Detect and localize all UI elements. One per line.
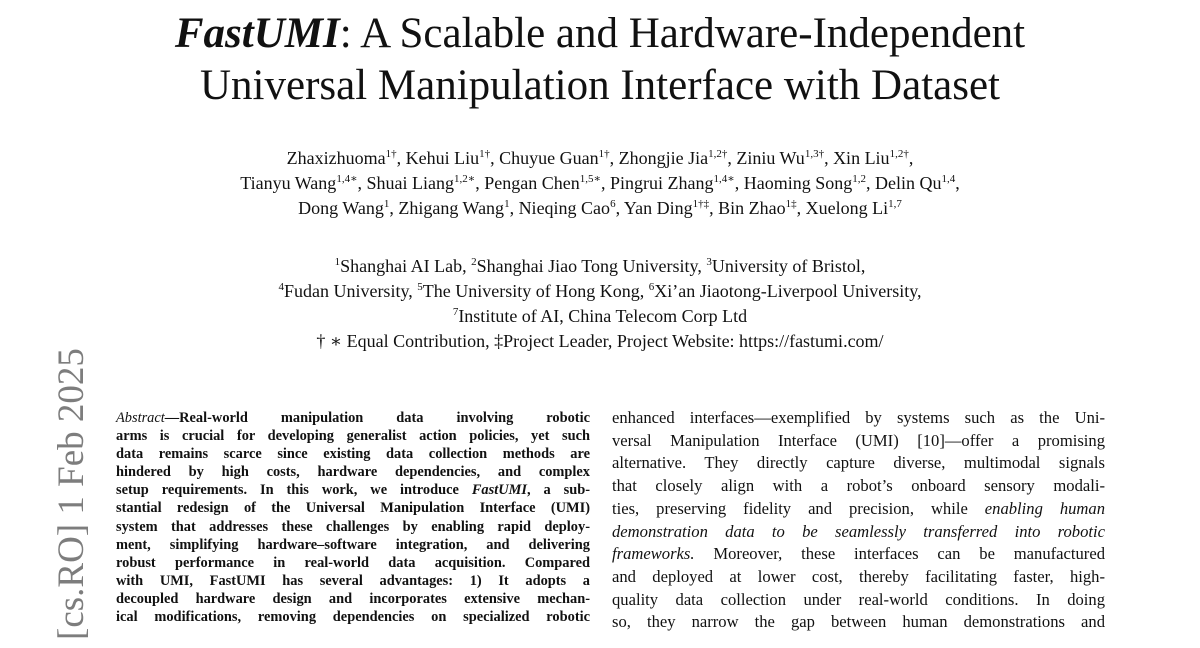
author-affiliation-mark: 1,2† bbox=[889, 148, 909, 160]
author-affiliation-mark: 1 bbox=[504, 198, 510, 210]
affiliation-number: 7 bbox=[452, 306, 459, 318]
intro-text-column bbox=[612, 407, 1105, 634]
title-line-2: Universal Manipulation Interface with Dataset bbox=[200, 62, 1000, 109]
author-name: Xuelong Li bbox=[805, 198, 889, 218]
affiliation-number: 4 bbox=[278, 281, 284, 293]
body-line: frameworks. Moreover, these interfaces can be manufactured bbox=[612, 544, 1105, 564]
arxiv-stamp: [cs.RO] 1 Feb 2025 bbox=[51, 348, 92, 640]
affiliation-block bbox=[100, 254, 1100, 354]
abstract-line: robust performance in real-world data acquisition. Compared bbox=[116, 554, 590, 571]
author-affiliation-mark: 1,4∗ bbox=[713, 173, 735, 185]
author-name: Kehui Liu bbox=[405, 148, 480, 168]
author-affiliation-mark: 1,7 bbox=[888, 198, 902, 210]
emphasis-line: demonstration data to be seamlessly transferred into robotic bbox=[612, 521, 1105, 541]
author-name: Ziniu Wu bbox=[736, 148, 805, 168]
author-affiliation-mark: 1,3† bbox=[804, 148, 825, 160]
body-line: and deployed at lower cost, thereby facilitating faster, high- bbox=[612, 566, 1105, 586]
abstract-line: decoupled hardware design and incorporates extensive mechan- bbox=[116, 590, 590, 607]
author-affiliation-mark: 1,2 bbox=[852, 173, 866, 185]
body-line: so, they narrow the gap between human demonstrations and bbox=[612, 612, 1105, 632]
author-name: Zhaxizhuoma bbox=[286, 148, 386, 168]
author-list bbox=[100, 146, 1100, 221]
paper-title bbox=[60, 8, 1140, 112]
author-line: Zhaxizhuoma$^{1\dagger}$, Kehui Liu$^{1\dagger}$, Chuyue Guan$^{1\dagger}$, Zhongjie Jia$^{1,2\dagger}$, Ziniu $Wu^{1,3\dagger}$, Xin Liu$^{1,2\dagger}$, bbox=[286, 148, 914, 168]
abstract-line: setup requirements. In this work, we introduce FastUMI, a sub- bbox=[116, 482, 591, 499]
author-affiliation-mark: 1,2† bbox=[708, 148, 728, 160]
affiliation-line bbox=[100, 304, 1100, 329]
author-name: Shuai Liang bbox=[366, 173, 455, 193]
author-name: Xin Liu bbox=[833, 148, 890, 168]
author-name: Zhigang Wang bbox=[398, 198, 505, 218]
author-name: Haoming Song bbox=[743, 173, 853, 193]
affiliation-name: The University of Hong Kong, bbox=[422, 281, 649, 301]
author-affiliation-mark: 1†‡ bbox=[692, 198, 710, 210]
author-name: Pingrui Zhang bbox=[610, 173, 714, 193]
body-line: that closely align with a robot’s onboard sensory modali- bbox=[612, 476, 1105, 496]
affiliation-line bbox=[100, 254, 1100, 279]
abstract-line: system that addresses these challenges by enabling rapid deploy- bbox=[116, 518, 590, 535]
body-line: enhanced interfaces—exemplified by systems such as the Uni- bbox=[612, 408, 1105, 427]
abstract-line: arms is crucial for developing generalist action policies, yet such bbox=[116, 428, 590, 445]
author-affiliation-mark: 1‡ bbox=[785, 198, 797, 210]
title-system-name: FastUMI bbox=[174, 10, 340, 57]
abstract-line: ment, simplifying hardware–software integration, and delivering bbox=[116, 536, 590, 553]
emphasis-text: enabling human bbox=[984, 498, 1106, 518]
author-affiliation-mark: 1† bbox=[385, 148, 397, 160]
affiliation-line bbox=[100, 279, 1100, 304]
abstract-line: with UMI, FastUMI has several advantages: 1) It adopts a bbox=[116, 572, 590, 589]
author-affiliation-mark: 1,5∗ bbox=[579, 173, 601, 185]
author-name: Tianyu Wang bbox=[240, 173, 337, 193]
abstract-line: data remains scarce since existing data collection methods are bbox=[116, 446, 590, 463]
author-affiliation-mark: 1† bbox=[598, 148, 610, 160]
affiliation-name: Institute of AI, China Telecom Corp Ltd bbox=[458, 306, 748, 326]
body-line: quality data collection under real-world conditions. In doing bbox=[612, 589, 1105, 609]
author-line: Dong Wang$^1$, Zhigang Wang$^1$, Nieqing Cao$^6$, Yan Ding$^{1\dagger\ddagger}$, Bin Zhao$^{1\ddagger}$, Xuelong Li$^{1,7}$ bbox=[298, 198, 902, 218]
author-name: Yan Ding bbox=[623, 198, 693, 218]
author-name: Zhongjie Jia bbox=[618, 148, 709, 168]
body-line: alternative. They directly capture diverse, multimodal signals bbox=[612, 453, 1105, 473]
author-affiliation-mark: 6 bbox=[610, 198, 616, 210]
author-affiliation-mark: 1,4∗ bbox=[336, 173, 358, 185]
author-affiliation-mark: 1,4 bbox=[941, 173, 956, 185]
emphasis-text: frameworks. bbox=[612, 544, 695, 564]
body-line: ties, preserving fidelity and precision, while enabling human bbox=[612, 498, 1106, 518]
author-name: Dong Wang bbox=[298, 198, 384, 218]
affiliation-number: 3 bbox=[706, 256, 712, 268]
body-line: versal Manipulation Interface (UMI) [10]—offer a promising bbox=[612, 430, 1105, 450]
title-line-1-rest: : A Scalable and Hardware-Independent bbox=[339, 10, 1026, 57]
author-name: Bin Zhao bbox=[718, 198, 786, 218]
abstract bbox=[116, 409, 590, 626]
abstract-line: stantial redesign of the Universal Manipulation Interface (UMI) bbox=[116, 500, 590, 517]
affiliation-number: 5 bbox=[417, 281, 423, 293]
abstract-line: ical modifications, removing dependencies on specialized robotic bbox=[116, 609, 590, 626]
affiliation-name: Xi’an Jiaotong-Liverpool University, bbox=[654, 281, 922, 301]
affiliation-name: Shanghai Jiao Tong University, bbox=[476, 256, 707, 276]
affiliation-name: Fudan University, bbox=[283, 281, 418, 301]
contribution-note: † ∗ Equal Contribution, ‡Project Leader, Project Website: https://fastumi.com/ bbox=[316, 331, 884, 351]
affiliation-number: 1 bbox=[334, 256, 341, 268]
author-name: Chuyue Guan bbox=[499, 148, 599, 168]
abstract-system-name: FastUMI bbox=[471, 482, 527, 499]
author-affiliation-mark: 1† bbox=[479, 148, 491, 160]
abstract-line: hindered by high costs, hardware dependencies, and complex bbox=[116, 464, 590, 481]
affiliation-number: 6 bbox=[648, 281, 655, 293]
author-affiliation-mark: 1,2∗ bbox=[454, 173, 476, 185]
author-name: Nieqing Cao bbox=[518, 198, 611, 218]
affiliation-number: 2 bbox=[471, 256, 477, 268]
affiliation-name: University of Bristol, bbox=[711, 256, 866, 276]
author-name: Delin Qu bbox=[875, 173, 942, 193]
author-name: Pengan Chen bbox=[484, 173, 580, 193]
abstract-label: Abstract bbox=[116, 410, 165, 426]
title-line-1 bbox=[60, 8, 1140, 60]
author-affiliation-mark: 1 bbox=[383, 198, 390, 210]
author-line: Tianyu Wang$^{1,4∗}$, Shuai Liang$^{1,2∗}$, Pengan Chen$^{1,5∗}$, Pingrui Zhang$^{1,4∗}$, Haoming Song$^{1,2}$, Delin Qu$^{1,4}$, bbox=[240, 173, 960, 193]
abstract-line: Abstract—Real-world manipulation data involving robotic bbox=[116, 410, 590, 426]
affiliation-name: Shanghai AI Lab, bbox=[340, 256, 472, 276]
